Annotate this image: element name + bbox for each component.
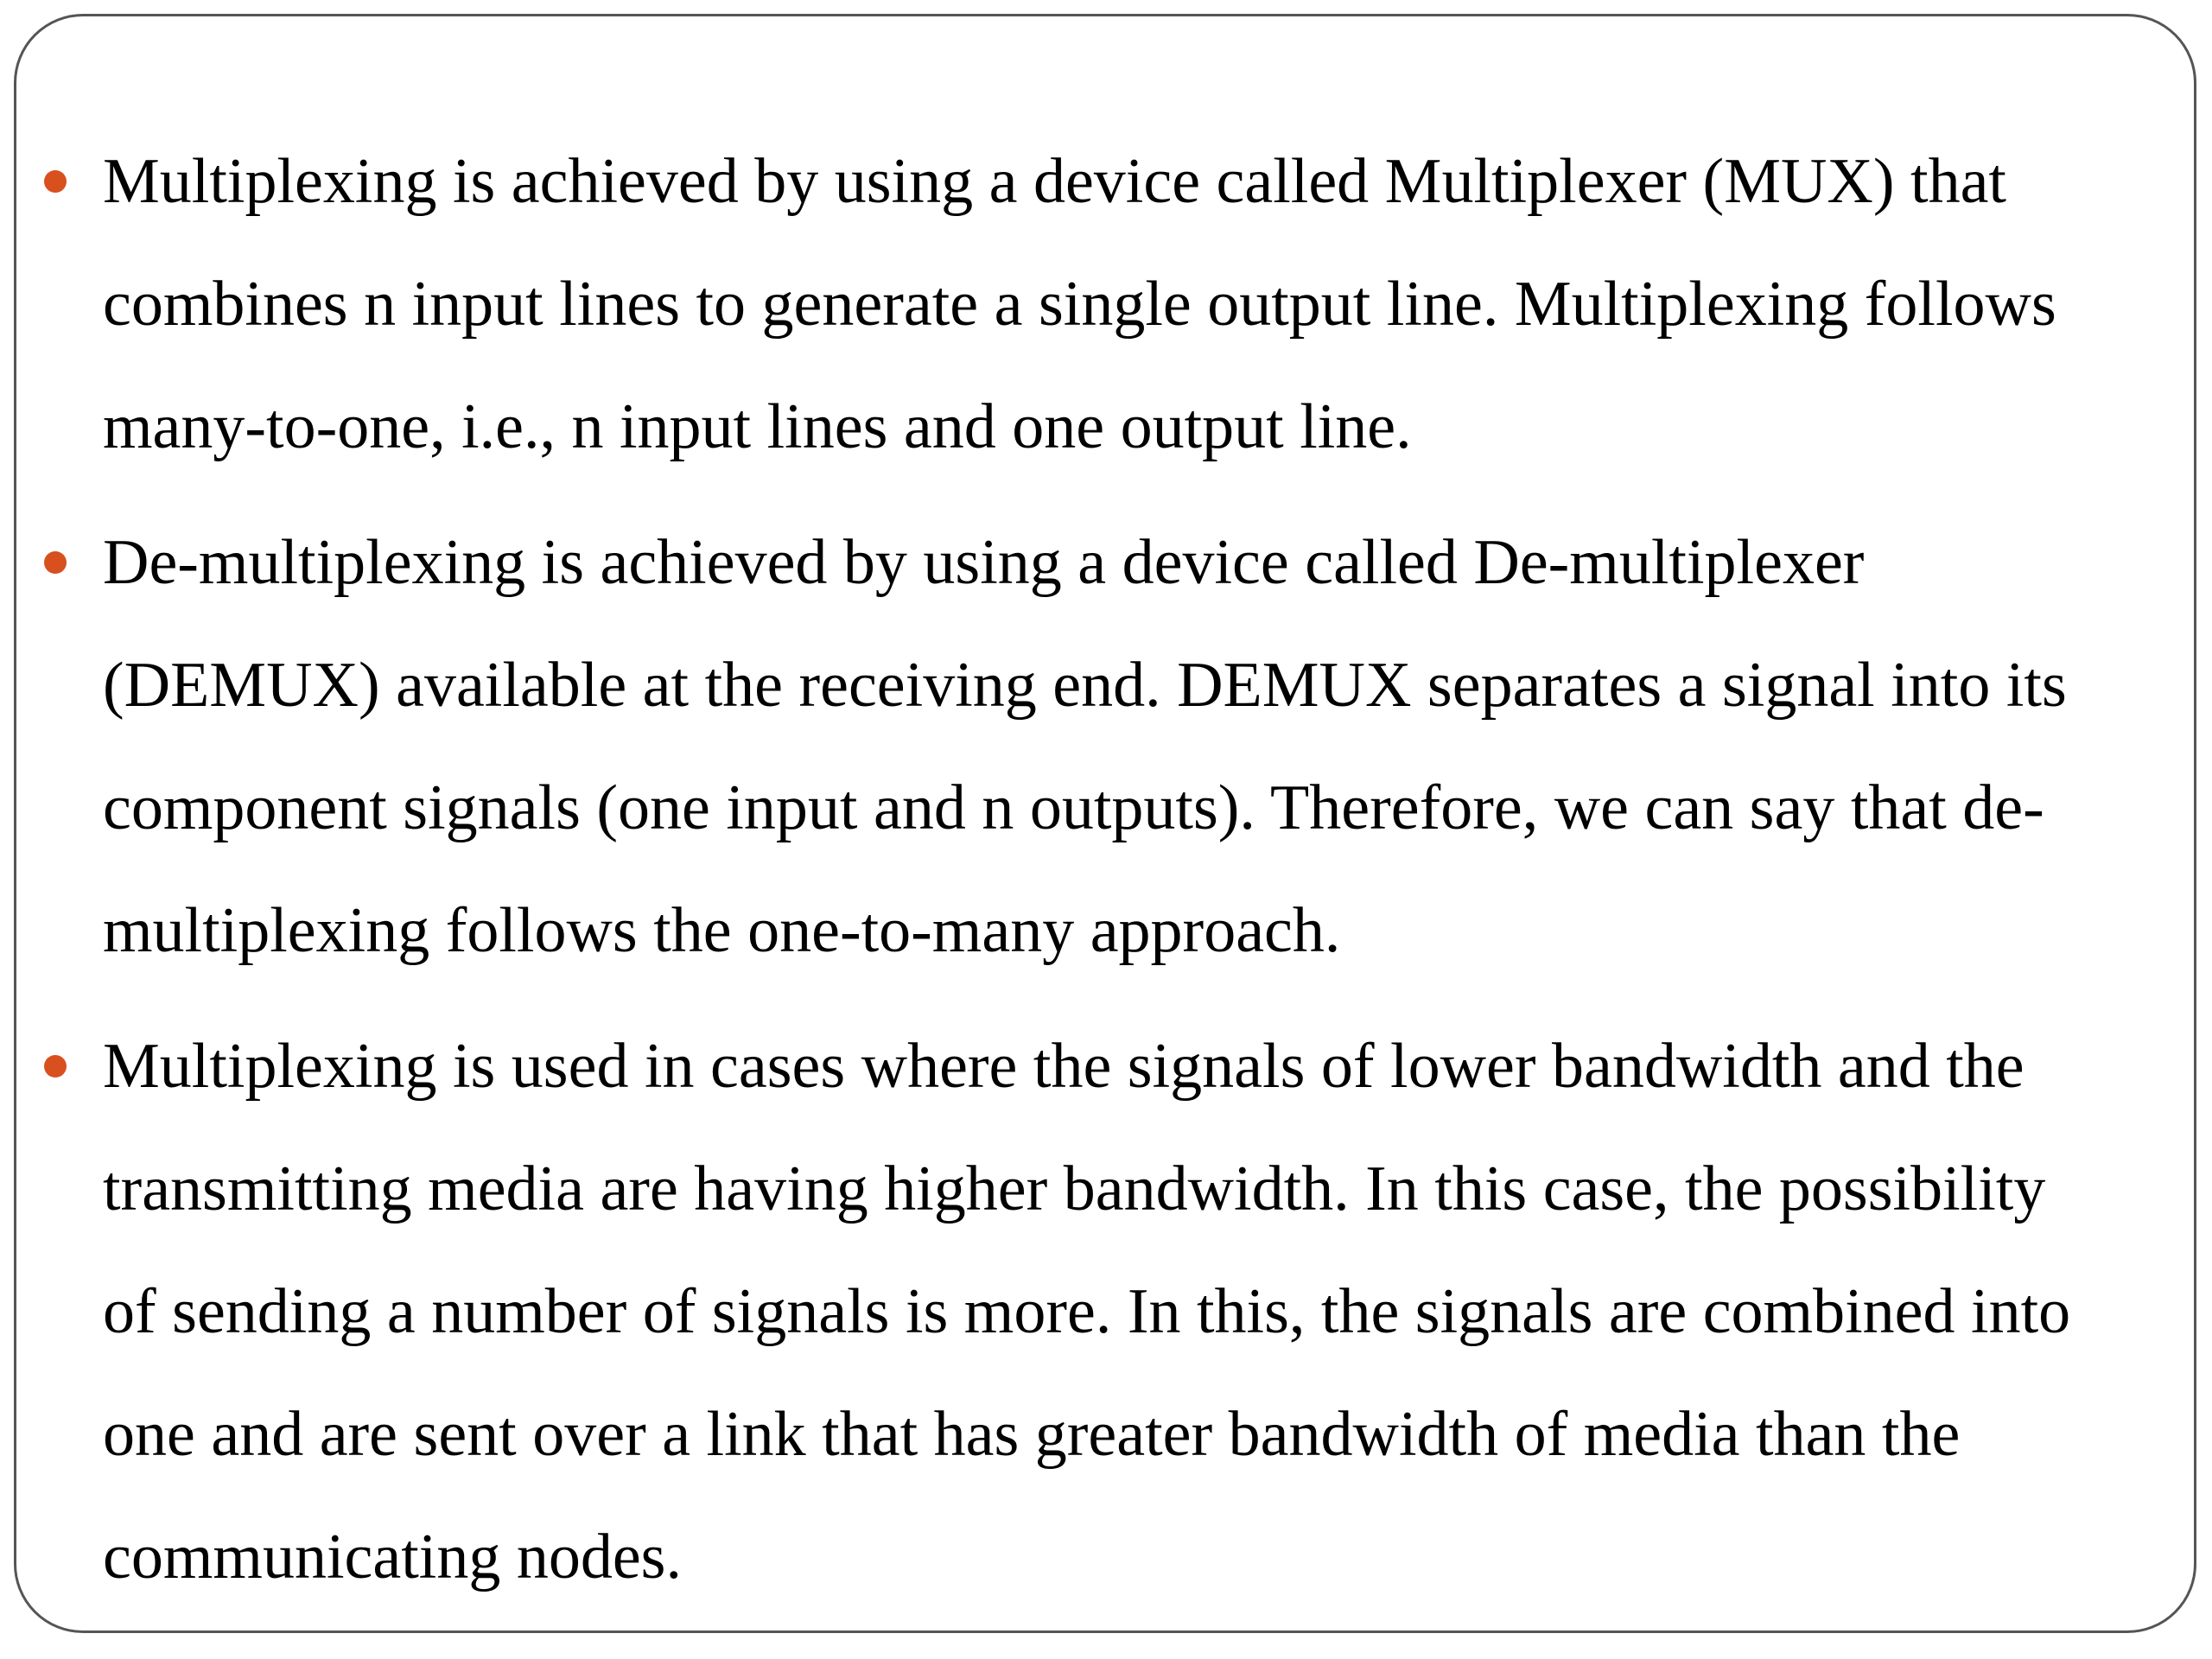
bullet-text-line: Multiplexing is used in cases where the signals of lower bandwidth and the [103, 1031, 2024, 1102]
bullet-text-line: transmitting media are having higher bandwidth. In this case, the possibility [103, 1154, 2046, 1224]
bullet-item-usage [29, 1005, 2193, 1618]
bullet-dot-icon [44, 170, 67, 193]
bullet-text-line: De-multiplexing is achieved by using a device called De-multiplexer [103, 527, 1865, 598]
bullet-list [29, 120, 2193, 1631]
bullet-text-line: multiplexing follows the one-to-many approach. [103, 895, 1341, 966]
bullet-text-line: combines n input lines to generate a single output line. Multiplexing follows [103, 269, 2056, 340]
bullet-text-line: of sending a number of signals is more. In this, the signals are combined into [103, 1276, 2071, 1347]
bullet-text-line: Multiplexing is achieved by using a device called Multiplexer (MUX) that [103, 146, 2006, 217]
bullet-item-demux [29, 501, 2193, 992]
bullet-text-line: many-to-one, i.e., n input lines and one output line. [103, 391, 1412, 462]
bullet-dot-icon [44, 551, 67, 574]
bullet-dot-icon [44, 1055, 67, 1077]
bullet-text-line: communicating nodes. [103, 1522, 682, 1592]
bullet-text-line: one and are sent over a link that has greater bandwidth of media than the [103, 1399, 1961, 1470]
bullet-text-line: (DEMUX) available at the receiving end. DEMUX separates a signal into its [103, 650, 2067, 721]
slide-frame [14, 14, 2196, 1633]
bullet-text-line: component signals (one input and n outputs). Therefore, we can say that de- [103, 772, 2044, 843]
bullet-item-mux [29, 120, 2193, 488]
